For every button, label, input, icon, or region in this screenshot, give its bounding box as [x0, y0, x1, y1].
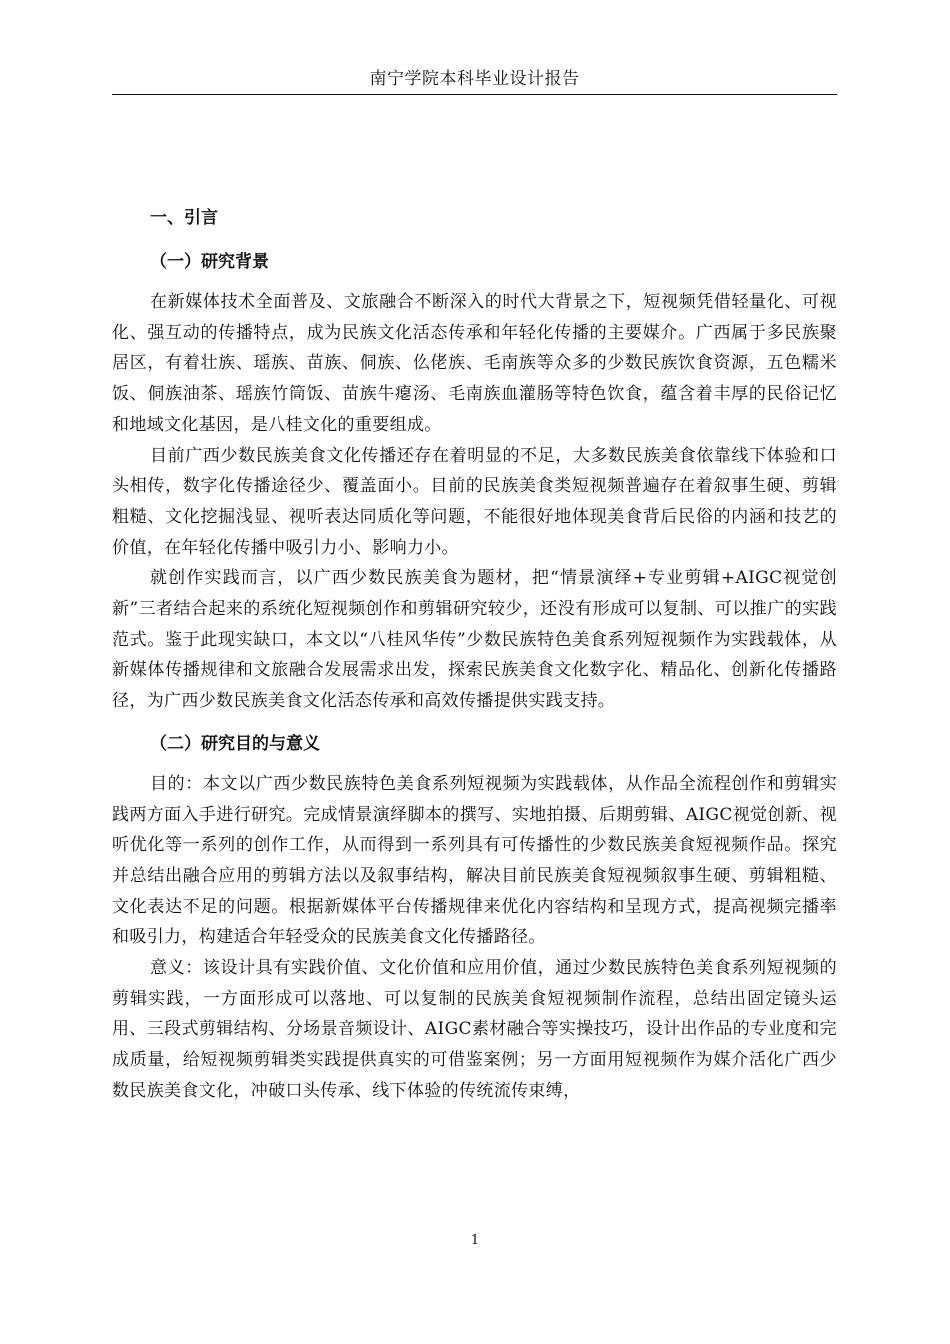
header-rule: [112, 94, 837, 95]
document-body: [112, 199, 837, 1107]
paragraph: 在新媒体技术全面普及、文旅融合不断深入的时代大背景之下，短视频凭借轻量化、可视化、强互动的传播特点，成为民族文化活态传承和年轻化传播的主要媒介。广西属于多民族聚居区，有着壮族、瑶族、苗族、侗族、仫佬族、毛南族等众多的少数民族饮食资源，五色糯米饭、侗族油茶、瑶族竹筒饭、苗族牛瘪汤、毛南族血灌肠等特色饮食，蕴含着丰厚的民俗记忆和地域文化基因，是八桂文化的重要组成。: [112, 292, 837, 435]
subsection-heading-background: （一）研究背景: [150, 252, 269, 272]
subsection-heading-purpose: （二）研究目的与意义: [150, 733, 320, 754]
paragraph: 意义：该设计具有实践价值、文化价值和应用价值，通过少数民族特色美食系列短视频的剪辑实践，一方面形成可以落地、可以复制的民族美食短视频制作流程，总结出固定镜头运用、三段式剪辑结构、分场景音频设计、AIGC素材融合等实操技巧，设计出作品的专业度和完成质量，给短视频剪辑类实践提供真实的可借鉴案例；另一方面用短视频作为媒介活化广西少数民族美食文化，冲破口头传承、线下体验的传统流传束缚，: [112, 958, 837, 1101]
paragraph: 就创作实践而言，以广西少数民族美食为题材，把“情景演绎+专业剪辑+AIGC视觉创新”三者结合起来的系统化短视频创作和剪辑研究较少，还没有形成可以复制、可以推广的实践范式。鉴于此现实缺口，本文以“八桂风华传”少数民族特色美食系列短视频作为实践载体，从新媒体传播规律和文旅融合发展需求出发，探索民族美食文化数字化、精品化、创新化传播路径，为广西少数民族美食文化活态传承和高效传播提供实践支持。: [112, 568, 837, 712]
paragraph: 目的：本文以广西少数民族特色美食系列短视频为实践载体，从作品全流程创作和剪辑实践两方面入手进行研究。完成情景演绎脚本的撰写、实地拍摄、后期剪辑、AIGC视觉创新、视听优化等一系列的创作工作，从而得到一系列具有可传播性的少数民族美食短视频作品。探究并总结出融合应用的剪辑方法以及叙事结构，解决目前民族美食短视频叙事生硬、剪辑粗糙、文化表达不足的问题。根据新媒体平台传播规律来优化内容结构和呈现方式，提高视频完播率和吸引力，构建适合年轻受众的民族美食文化传播路径。: [112, 773, 837, 948]
page-number: 1: [470, 1233, 480, 1248]
paragraph: 目前广西少数民族美食文化传播还存在着明显的不足，大多数民族美食依靠线下体验和口头相传，数字化传播途径少、覆盖面小。目前的民族美食类短视频普遍存在着叙事生硬、剪辑粗糙、文化挖掘浅显、视听表达同质化等问题，不能很好地体现美食背后民俗的内涵和技艺的价值，在年轻化传播中吸引力小、影响力小。: [112, 445, 837, 558]
page-header: 南宁学院本科毕业设计报告: [369, 69, 580, 89]
section-heading: 一、引言: [150, 208, 218, 228]
